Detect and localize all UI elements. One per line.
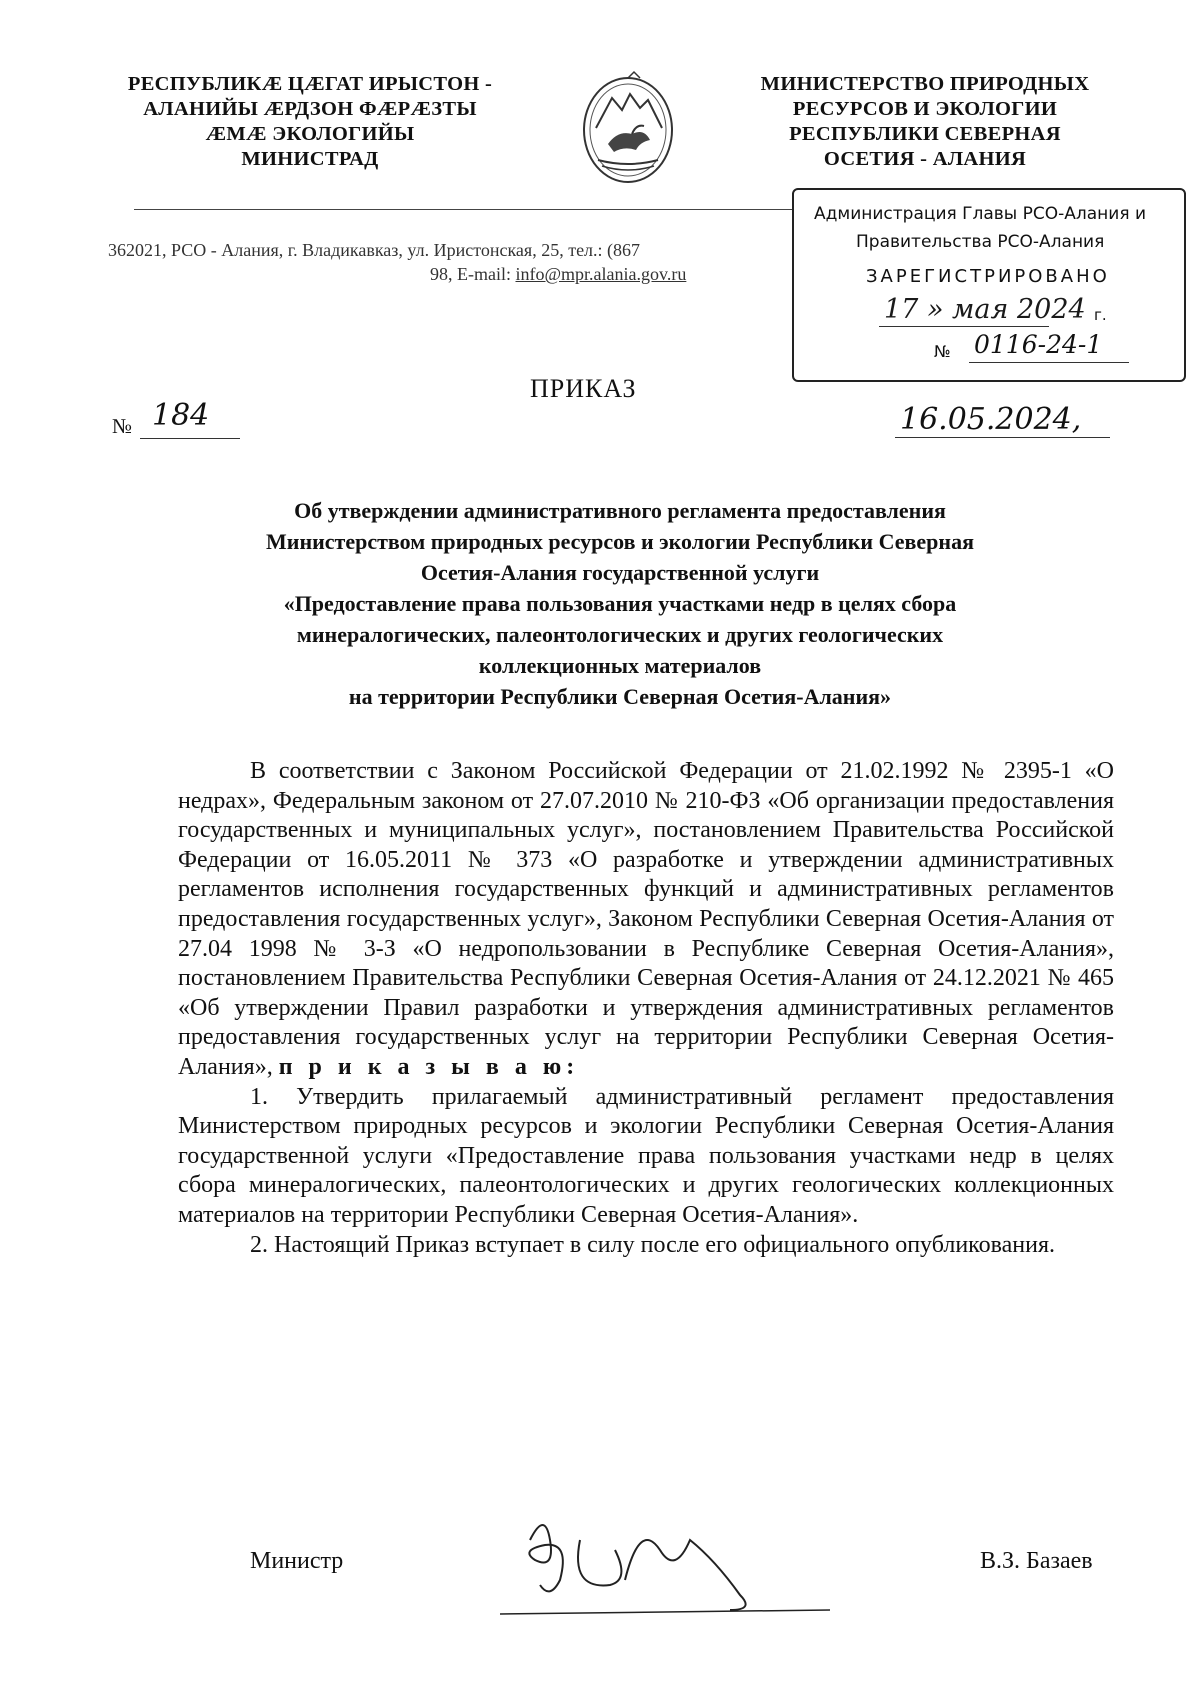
stamp-authority-line1: Администрация Главы РСО-Алания и [814, 204, 1147, 224]
stamp-authority-line2: Правительства РСО-Алания [856, 232, 1105, 252]
order-word: п р и к а з ы в а ю: [278, 1053, 580, 1080]
subject-line: Осетия-Алания государственной услуги [420, 560, 820, 585]
stamp-status: ЗАРЕГИСТРИРОВАНО [866, 266, 1110, 287]
order-item-1: 1. Утвердить прилагаемый административный регламент предоставления Министерством природных ресурсов и экологии Республики Северная Осетия-Алания государственной услуги «Предоставление права пользования участками недр в целях сбора минералогических, палеонтологических и других геологических коллекционных материалов на территории Республики Северная Осетия-Алания». [178, 1083, 1114, 1228]
header-right-line: ОСЕТИЯ - АЛАНИЯ [823, 148, 1027, 170]
subject-line: Об утверждении административного регламента предоставления [294, 498, 946, 523]
stamp-number-label: № [934, 342, 951, 361]
email-link[interactable]: info@mpr.alania.gov.ru [515, 264, 687, 284]
header-left-line: МИНИСТРАД [241, 148, 379, 170]
stamp-year-suffix: г. [1094, 306, 1107, 324]
stamp-handwritten-number: 0116-24-1 [974, 330, 1103, 359]
preamble-text: В соответствии с Законом Российской Федерации от 21.02.1992 № 2395-1 «О недрах», Федеральным законом от 27.07.2010 № 210-ФЗ «Об организации предоставления государственных и муниципальных услуг», постановлением Правительства Российской Федерации от 16.05.2011 № 373 «О разработке и утверждении административных регламентов исполнения государственных функций и административных регламентов предоставления государственных услуг», Законом Республики Северная Осетия-Алания от 27.04 1998 № 3-З «О недропользовании в Республике Северная Осетия-Алания», постановлением Правительства Республики Северная Осетия-Алания от 24.12.2021 № 465 «Об утверждении Правил разработки и утверждения административных регламентов предоставления государственных услуг на территории Республики Северная Осетия-Алания», [178, 758, 1114, 1080]
contact-line [430, 264, 686, 285]
header-right-line: МИНИСТЕРСТВО ПРИРОДНЫХ [760, 73, 1090, 95]
header-right-line: РЕСПУБЛИКИ СЕВЕРНАЯ [789, 123, 1061, 145]
order-date-underline [895, 437, 1110, 438]
subject-line: минералогических, палеонтологических и других геологических [296, 622, 944, 647]
address-line: 362021, РСО - Алания, г. Владикавказ, ул. Иристонская, 25, тел.: (867 [108, 240, 641, 260]
header-right-line: РЕСУРСОВ И ЭКОЛОГИИ [792, 98, 1058, 120]
order-item-2: 2. Настоящий Приказ вступает в силу после его официального опубликования. [250, 1231, 1055, 1258]
stamp-number-underline [969, 362, 1129, 363]
coat-of-arms-emblem [578, 68, 678, 186]
header-left-line: АЛАНИЙЫ ÆРДЗОН ФÆРÆЗТЫ [143, 98, 477, 120]
header-left-line: РЕСПУБЛИКÆ ЦÆГАТ ИРЫСТОН - [127, 73, 493, 95]
stamp-date-underline [879, 326, 1049, 327]
subject-line: на территории Республики Северная Осетия-Алания» [348, 684, 892, 709]
signatory-title: Министр [250, 1548, 344, 1574]
subject-line: Министерством природных ресурсов и экологии Республики Северная [266, 529, 974, 554]
subject-line: коллекционных материалов [478, 653, 762, 678]
subject-line: «Предоставление права пользования участками недр в целях сбора [283, 591, 957, 616]
order-number-label: № [112, 414, 133, 438]
header-ossetian-name [95, 72, 525, 172]
order-body [178, 757, 1114, 1260]
header-ministry-name [725, 72, 1125, 172]
preamble-paragraph [178, 757, 1114, 1083]
stamp-handwritten-date: 17 » мая 2024 [884, 294, 1086, 325]
order-number: 184 [152, 398, 210, 433]
document-type-title: ПРИКАЗ [530, 374, 637, 403]
handwritten-signature [500, 1500, 850, 1620]
order-number-underline [140, 438, 240, 439]
registration-stamp [792, 188, 1186, 382]
order-date: 16.05.2024, [900, 402, 1082, 437]
contact-prefix: 98, E-mail: [430, 264, 516, 284]
order-subject [140, 495, 1100, 712]
header-left-line: ÆМÆ ЭКОЛОГИЙЫ [205, 123, 415, 145]
signatory-name: В.З. Базаев [980, 1548, 1093, 1574]
